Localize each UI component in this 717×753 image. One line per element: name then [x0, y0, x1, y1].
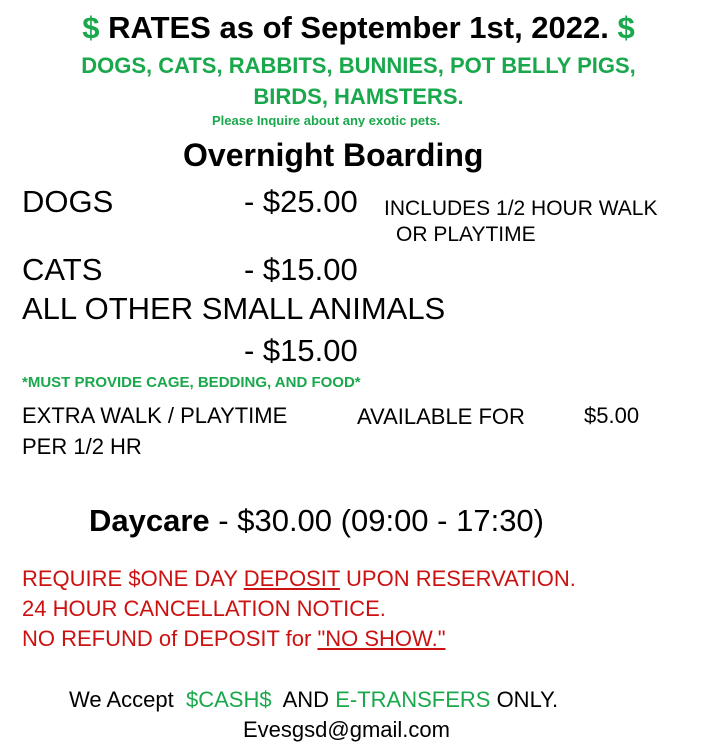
deposit-policy-pre: REQUIRE $ONE DAY: [22, 566, 238, 591]
cats-price: - $15.00: [244, 252, 358, 287]
dogs-note-line-2: OR PLAYTIME: [396, 223, 536, 246]
dogs-note-line-1: INCLUDES 1/2 HOUR WALK: [384, 197, 658, 220]
extra-walk-text: [22, 403, 287, 429]
page-title: [0, 10, 717, 46]
cats-label: CATS: [22, 252, 103, 287]
cash-text: $CASH$: [186, 687, 272, 712]
daycare-price: - $30.00 (09:00 - 17:30): [218, 503, 544, 538]
and-text: AND: [282, 687, 330, 712]
we-accept-text: We Accept: [69, 687, 174, 712]
extra-walk-available: AVAILABLE FOR: [357, 404, 525, 429]
small-animals-requirement: *MUST PROVIDE CAGE, BEDDING, AND FOOD*: [22, 374, 361, 391]
no-refund-pre: NO REFUND of DEPOSIT for: [22, 626, 312, 651]
dogs-label: DOGS: [22, 184, 114, 219]
small-animals-price: - $15.00: [244, 333, 358, 368]
etransfers-text: E-TRANSFERS: [335, 687, 491, 712]
contact-email[interactable]: Evesgsd@gmail.com: [243, 717, 450, 742]
cancellation-notice: 24 HOUR CANCELLATION NOTICE.: [22, 596, 386, 621]
deposit-word: DEPOSIT: [243, 566, 340, 591]
dogs-price: - $25.00: [244, 184, 358, 219]
only-text: ONLY.: [496, 687, 559, 712]
animals-line-2: BIRDS, HAMSTERS.: [253, 84, 464, 109]
extra-walk-price: $5.00: [584, 403, 640, 428]
exotic-pets-note: Please Inquire about any exotic pets.: [212, 113, 441, 127]
no-show-text: "NO SHOW.": [317, 626, 446, 651]
dollar-sign-left: $: [82, 10, 100, 45]
extra-walk-unit: PER 1/2 HR: [22, 434, 142, 459]
dollar-sign-right: $: [617, 10, 635, 45]
rates-title: RATES as of September 1st, 2022.: [108, 10, 609, 45]
deposit-policy-line: [22, 566, 576, 592]
payment-line: [69, 687, 558, 713]
no-refund-line: [22, 626, 446, 652]
deposit-policy-post: UPON RESERVATION.: [346, 566, 576, 591]
daycare-label: Daycare: [89, 503, 210, 538]
daycare-line: [89, 503, 544, 539]
overnight-boarding-heading: Overnight Boarding: [183, 137, 484, 173]
animals-line-1: DOGS, CATS, RABBITS, BUNNIES, POT BELLY PIGS,: [81, 53, 636, 78]
small-animals-label: ALL OTHER SMALL ANIMALS: [22, 291, 446, 326]
extra-walk-part1: EXTRA WALK / PLAYTIME: [22, 403, 288, 428]
